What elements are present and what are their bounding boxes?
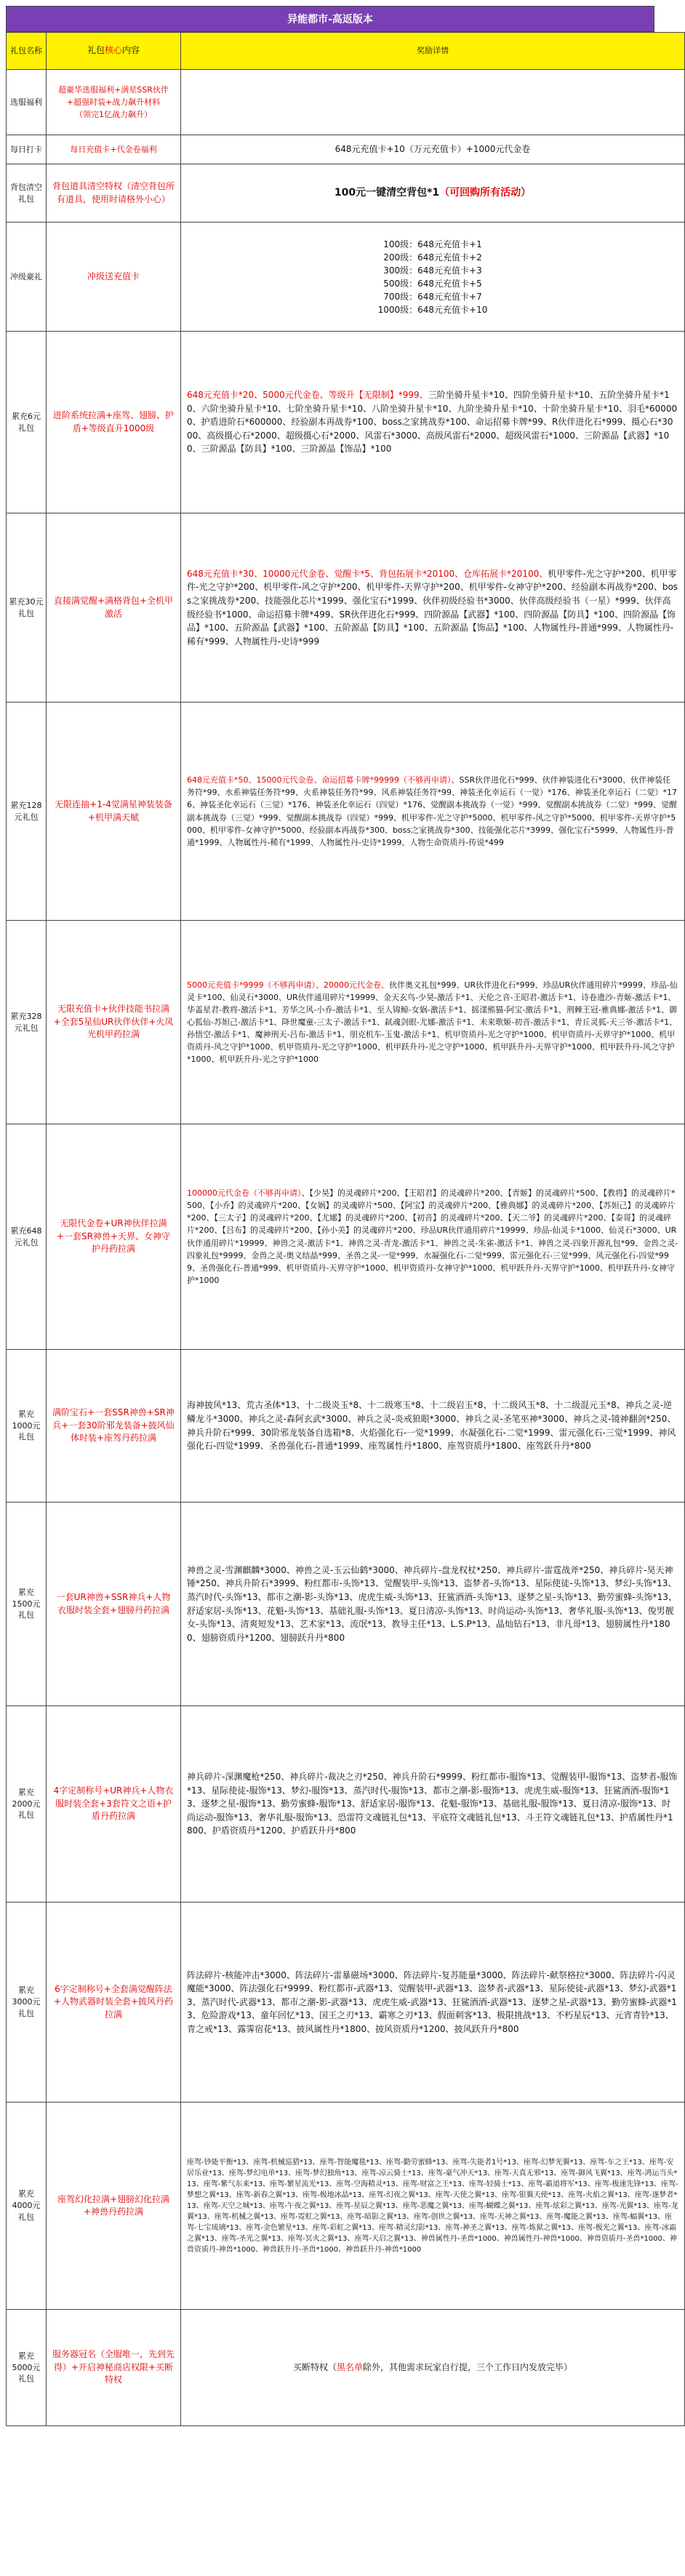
level-reward-line: 500级：648元充值卡+5 [383, 278, 482, 289]
header-reward-details: 奖励详情 [181, 33, 685, 70]
package-core: 服务器冠名（全服唯一，先到先得）+开启神秘商店权限+买断特权 [47, 2310, 181, 2426]
level-reward-line: 300级：648元充值卡+3 [383, 265, 482, 276]
sheet-title: 异能都市-高返版本 [6, 6, 654, 32]
table-row [7, 164, 685, 223]
package-core: 超豪华选服福利+满星SSR伙伴+超强时装+战力飙升材料 （领完1亿战力飙升） [47, 70, 181, 135]
package-core: 无限连抽+1-4觉满星神装装备+机甲满天赋 [47, 703, 181, 921]
package-name: 累充128元礼包 [7, 703, 47, 921]
level-reward-line: 100级：648元充值卡+1 [383, 239, 482, 249]
table-row [7, 1503, 685, 1706]
table-row [7, 223, 685, 332]
package-detail: 100元一键清空背包*1（可回购所有活动） [181, 164, 685, 223]
package-detail: 神兽之灵-雪渊麒麟*3000、神兽之灵-玉云仙鹤*3000、神兵碎片-盘龙权杖*250、神兵碎片-雷霆战斧*250、神兵碎片-昊天神锤*250、神兵升阶石*3999、粉红都市-头饰*13、觉醒装甲-头饰*13、盗梦者-头饰*13、星际使徒-头饰*13、梦幻-头饰*13、蒸汽时代-头饰*13、都市之潮-影-头饰*13、虎虎生威-头饰*13、狂鲨酒酒-头饰*13、逐梦之星-头饰*13、勤劳蜜蜂-头饰*13、舒适家居-头饰*13、花魁-头饰*13、基础礼服-头饰*13、夏日清凉-头饰*13、时尚运动-头饰*13、奢华礼服-头饰*13、俊男靓女-头饰*13、清爽短发*13、艺术家*13、流氓*13、教导主任*13、L.S.P*13、晶灿钻石*13、非凡哥*13、翅膀属性丹*1800、翅膀资质丹*1200、翅膀跃升丹*800 [181, 1503, 685, 1706]
package-detail: 海神披风*13、荒古圣体*13、十二级炎玉*8、十二级寒玉*8、十二级岩玉*8、十二级风玉*8、十二级混元玉*8、神兵之灵-逆鳞龙斗*3000、神兵之灵-森阿玄武*3000、神兵之灵-炎戒狼眼*3000、神兵之灵-圣笔巫神*3000、神兵之灵-镜神翻剑*250、神兵升阶石*999、30阶邪龙装备自选箱*8、火焰强化石-一觉*1999、水凝强化石-二觉*1999、雷元强化石-三觉*1999、神风强化石-四觉*1999、圣兽强化石-普通*1999、座驾属性丹*1800、座驾资质丹*1800、座驾跃升丹*800 [181, 1350, 685, 1503]
package-name: 累充1500元礼包 [7, 1503, 47, 1706]
package-core: 背包道具清空特权（清空背包所有道具，使用时请格外小心） [47, 164, 181, 223]
package-name: 累充2000元礼包 [7, 1706, 47, 1903]
table-row [7, 513, 685, 703]
package-detail: 648元充值卡*30、10000元代金卷、觉醒卡*5、背包拓展卡*20100、仓库拓展卡*20100、机甲零件-光之守护*200、机甲零件-光之守护*200、机甲零件-风之守护*200、机甲零件-天界守护*200、机甲零件-女神守护*200、经验副本再战券*200、boss之家挑战券*200、技能强化芯片*1999、强化宝石*1999、伙伴初级经验书*3000、伙伴高级经验书（一星）*999、伙伴高级经验书*1000、命运招募卡牌*499、SR伙伴进化石*999、四阶源晶【武器】*100、四阶源晶【防具】*100、四阶源晶【饰品】*100、五阶源晶【武器】*100、五阶源晶【防具】*100、五阶源晶【饰品】*100、人物属性丹-普通*999、人物属性丹-稀有*999、人物属性丹-史诗*999 [181, 513, 685, 703]
package-detail: 648元充值卡*50、15000元代金卷、命运招募卡牌*99999（不够再申请）、SSR伙伴进化石*999、伙伴神装进化石*3000、伙伴神装任务符*99、水系神装任务符*99、火系神装任务符*99、风系神装任务符*99、神装圣化幸运石（一觉）*176、神装圣化幸运石（二觉）*176、神装圣化幸运石（三觉）*176、神装圣化幸运石（四觉）*176、觉醒副本挑战券（一觉）*999、觉醒副本挑战券（二觉）*999、觉醒副本挑战券（三觉）*999、觉醒副本挑战券（四觉）*999、机甲零件-光之守护*5000、机甲零件-风之守护*5000、机甲零件-天界守护*5000、机甲零件-女神守护*5000、经验副本再战券*300、boss之家挑战券*300、技能强化芯片*3999、强化宝石*5999、人物属性丹-普通*1999、人物属性丹-稀有*1999、人物属性丹-史诗*1999、人物生命资质丹-传说*499 [181, 703, 685, 921]
package-name: 累充3000元礼包 [7, 1903, 47, 2103]
package-core: 一套UR神兽+SSR神兵+人物衣服时装全套+翅膀丹药拉满 [47, 1503, 181, 1706]
package-core: 座驾幻化拉满+翅膀幻化拉满+神兽丹药拉满 [47, 2103, 181, 2310]
table-row [7, 1903, 685, 2103]
level-reward-line: 700级：648元充值卡+7 [383, 291, 482, 302]
package-name: 累充6元礼包 [7, 332, 47, 513]
table-row [7, 1706, 685, 1903]
reward-table [6, 32, 685, 2426]
header-package-name: 礼包名称 [7, 33, 47, 70]
table-row [7, 2103, 685, 2310]
package-name: 选服福利 [7, 70, 47, 135]
package-core: 直接满觉醒+满格背包+全机甲激活 [47, 513, 181, 703]
package-detail [181, 70, 685, 135]
header-core-content: 礼包核心内容 [47, 33, 181, 70]
package-detail: 648元充值卡+10（万元充值卡）+1000元代金卷 [181, 135, 685, 164]
package-detail: 神兵碎片-深渊魔枪*250、神兵碎片-裁决之刃*250、神兵升阶石*9999、粉红都市-服饰*13、觉醒装甲-服饰*13、盗梦者-服饰*13、星际使徒-服饰*13、梦幻-服饰*13、蒸汽时代-服饰*13、都市之潮-影-服饰*13、虎虎生威-服饰*13、狂鲨酒酒-服饰*13、逐梦之星-服饰*13、勤劳蜜蜂-服饰*13、舒适家居-服饰*13、花魁-服饰*13、基础礼服-服饰*13、夏日清凉-服饰*13、时尚运动-服饰*13、奢华礼服-服饰*13、恐雷符文魂链礼包*13、平底符文魂链礼包*13、斗王符文魂链礼包*13、护盾属性丹*1800、护盾资质丹*1200、护盾跃升丹*800 [181, 1706, 685, 1903]
table-row [7, 135, 685, 164]
level-reward-line: 200级：648元充值卡+2 [383, 252, 482, 263]
package-detail: 阵法碎片-核能冲击*3000、阵法碎片-雷暴磁场*3000、阵法碎片-复苏能量*3000、阵法碎片-献祭格拉*3000、阵法碎片-闪灵魔能*3000、阵法强化石*9999、粉红都市-武器*13、觉醒装甲-武器*13、盗梦者-武器*13、星际使徒-武器*13、梦幻-武器*13、蒸汽时代-武器*13、都市之潮-影-武器*13、虎虎生威-武器*13、狂鲨酒酒-武器*13、逐梦之星-武器*13、勤劳蜜蜂-武器*13、危险游戏*13、童年回忆*13、国王之刃*13、霸寒之刃*13、假面刺客*13、极限挑战*13、不朽星辰*13、元宵青铃*13、青之戒*13、露霁宿花*13、披风属性丹*1800、披风资质丹*1200、披风跃升丹*800 [181, 1903, 685, 2103]
table-row [7, 703, 685, 921]
table-row [7, 1124, 685, 1350]
package-name: 冲级豪礼 [7, 223, 47, 332]
package-core: 无限代金卷+UR神伙伴拉满+一套SR神兽+天界、女神守护丹药拉满 [47, 1124, 181, 1350]
package-detail: 座驾-钞能平衡*13、座驾-机械巡猎*13、座驾-智能魔毯*13、座驾-勤劳蜜蜂*13、座驾-失能者1号*13、座驾-幻梦光翼*13、座驾-车之王*13、座驾-安居乐业*13、座驾-梦幻电单*13、座驾-梦幻独角*13、座驾-凉云骑士*13、座驾-豪气冲天*13、座驾-天真无邪*13、座驾-御风飞翼*13、座驾-鸿运当头*13、座驾-紫气东来*13、座驾-繁星流光*13、座驾-空海精灵*13、座驾-财富之王*13、座驾-轻骑士*13、座驾-霸道将军*13、座驾-极速先锋*13、座驾-梦想之翼*13、座驾-新春之翼*13、座驾-极地冰晶*13、座驾-幻夜之翼*13、座驾-天使之翼*13、座驾-银翼天使*13、座驾-火焰之翼*13、座驾-逐梦者*13、座驾-天空之城*13、座驾-午夜之翼*13、座驾-星辰之翼*13、座驾-恶魔之翼*13、座驾-蝴蝶之翼*13、座驾-炫彩之翼*13、座驾-光翼*13、座驾-龙翼*13、座驾-机械之翼*13、座驾-霓虹之翼*13、座驾-暗影之翼*13、座驾-创世之翼*13、座驾-天神之翼*13、座驾-魔能之翼*13、座驾-蝠翼*13、座驾-七宝琉璃*13、座驾-金色繁星*13、座驾-彩虹之翼*13、座驾-精灵幻影*13、座驾-神圣之翼*13、座驾-炼狱之翼*13、座驾-极光之翼*13、座驾-冰霜之翼*13、座驾-圣光之翼*13、座驾-冥火之翼*13、座驾-天启之翼*13、神兽属性丹-圣兽*1000、神兽属性丹-神兽*1000、神兽资质丹-圣兽*1000、神兽资质丹-神兽*1000、神兽跃升丹-圣兽*1000、神兽跃升丹-神兽*1000 [181, 2103, 685, 2310]
package-detail: 5000元充值卡*9999（不够再申请）、20000元代金卷、伙伴奥义礼包*999、UR伙伴进化石*999、珍品UR伙伴通用碎片*9999、珍品-仙灵卡*100、仙灵石*3000、UR伙伴通用碎片*19999、金天玄鸟-少昊-激活卡*1、天伦之音-王昭君-激活卡*1、诗卷遗沙-青姬-激活卡*1、华盖星君-教将-激活卡*1、芳华之风-小乔-激活卡*1、至人锦鲸-女娲-激活卡*1、摇漾熊猫-阿宝-激活卡*1、荆棘王冠-雅典娜-激活卡*1、御心狐仙-苏妲己-激活卡*1、降世魔童-三太子-激活卡*1、弑魂剑眼-尤娜-激活卡*1、未来歌姬-初音-激活卡*1、青丘灵狐-天三爷-激活卡*1、孙悟空-激活卡*1、魔神刑天-吕布-激活卡*1、朋克机车-玉鬼-激活卡*1、机甲资质丹-光之守护*1000、机甲资质丹-天界守护*1000、机甲资质丹-风之守护*1000、机甲资质丹-光之守护*1000、机甲跃升丹-光之守护*1000、机甲跃升丹-天界守护*1000、机甲跃升丹-风之守护*1000、机甲跃升丹-光之守护*1000 [181, 921, 685, 1124]
package-detail: 100000元代金卷（不够再申请）、【少昊】的灵魂碎片*200、【王昭君】的灵魂碎片*200、【青姬】的灵魂碎片*500、【教将】的灵魂碎片*500、【小乔】的灵魂碎片*200、【女娲】的灵魂碎片*500、【阿宝】的灵魂碎片*200、【雅典娜】的灵魂碎片*200、【苏妲己】的灵魂碎片*200、【三太子】的灵魂碎片*200、【尤娜】的灵魂碎片*200、【初音】的灵魂碎片*200、【天二爷】的灵魂碎片*200、【泰哥】的灵魂碎片*200、【吕布】的灵魂碎片*200、【孙小美】的灵魂碎片*200、珍品UR伙伴通用碎片*19999、珍品-仙灵卡*1000、仙灵石*3000、UR伙伴通用碎片*19999、神兽之灵-激活卡*1、神兽之灵-青龙-激活卡*1、神兽之灵-朱雀-激活卡*1、神兽之灵-四象开源礼包*99、金兽之灵-四象礼包*9999、金兽之灵-奥义结晶*999、圣兽之灵-一觉*999、水凝强化石-二觉*999、雷元强化石-三觉*999、风元强化石-四觉*999、圣兽强化石-普通*999、机甲资质丹-天界守护*1000、机甲资质丹-女神守护*1000、机甲跃升丹-天界守护*1000、机甲跃升丹-女神守护*1000 [181, 1124, 685, 1350]
table-row [7, 1350, 685, 1503]
package-name: 累充5000元礼包 [7, 2310, 47, 2426]
package-core: 进阶系统拉满+座驾、翅膀、护盾+等级直升1000级 [47, 332, 181, 513]
level-reward-line: 1000级：648元充值卡+10 [377, 304, 488, 315]
package-name: 累充4000元礼包 [7, 2103, 47, 2310]
package-detail: 648元充值卡*20、5000元代金卷、等级升【无限制】*999、三阶坐骑升星卡*10、四阶坐骑升星卡*10、五阶坐骑升星卡*10、六阶坐骑升星卡*10、七阶坐骑升星卡*10、八阶坐骑升星卡*10、九阶坐骑升星卡*10、十阶坐骑升星卡*10、羽毛*600000、护盾进阶石*600000、经验副本再战券*100、boss之家挑战券*100、命运招募卡牌*99、R伙伴进化石*999、摄心石*3000、高级摄心石*2000、超级摄心石*2000、风雷石*3000、高级风雷石*2000、超级风雷石*1000、三阶源晶【武器】*100、三阶源晶【防具】*100、三阶源晶【饰品】*100 [181, 332, 685, 513]
package-name: 累充328元礼包 [7, 921, 47, 1124]
package-core: 满阶宝石+一套SSR神兽+SR神兵+一套30阶邪龙装备+披风仙体时装+座驾丹药拉满 [47, 1350, 181, 1503]
package-name: 累充1000元礼包 [7, 1350, 47, 1503]
package-core: 冲级送充值卡 [47, 223, 181, 332]
table-row [7, 2310, 685, 2426]
package-detail [181, 223, 685, 332]
table-row [7, 332, 685, 513]
package-core: 每日充值卡+代金卷福利 [47, 135, 181, 164]
table-row [7, 70, 685, 135]
table-row [7, 921, 685, 1124]
header-row [7, 33, 685, 70]
package-name: 背包清空礼包 [7, 164, 47, 223]
package-name: 累充30元礼包 [7, 513, 47, 703]
package-core: 6字定制称号+全套满觉醒阵法+人物武器时装全套+披风丹药拉满 [47, 1903, 181, 2103]
reward-sheet [6, 6, 678, 2426]
package-detail: 买断特权（黑名单除外，其他需求玩家自行提，三个工作日内发放完毕） [181, 2310, 685, 2426]
package-core: 无限充值卡+伙伴技能书拉满+全套5星仙UR伙伴伙伴+火凤光机甲药拉满 [47, 921, 181, 1124]
package-name: 累充648元礼包 [7, 1124, 47, 1350]
package-core: 4字定制称号+UR神兵+人物衣服时装全套+3套符文之语+护盾丹药拉满 [47, 1706, 181, 1903]
package-name: 每日打卡 [7, 135, 47, 164]
